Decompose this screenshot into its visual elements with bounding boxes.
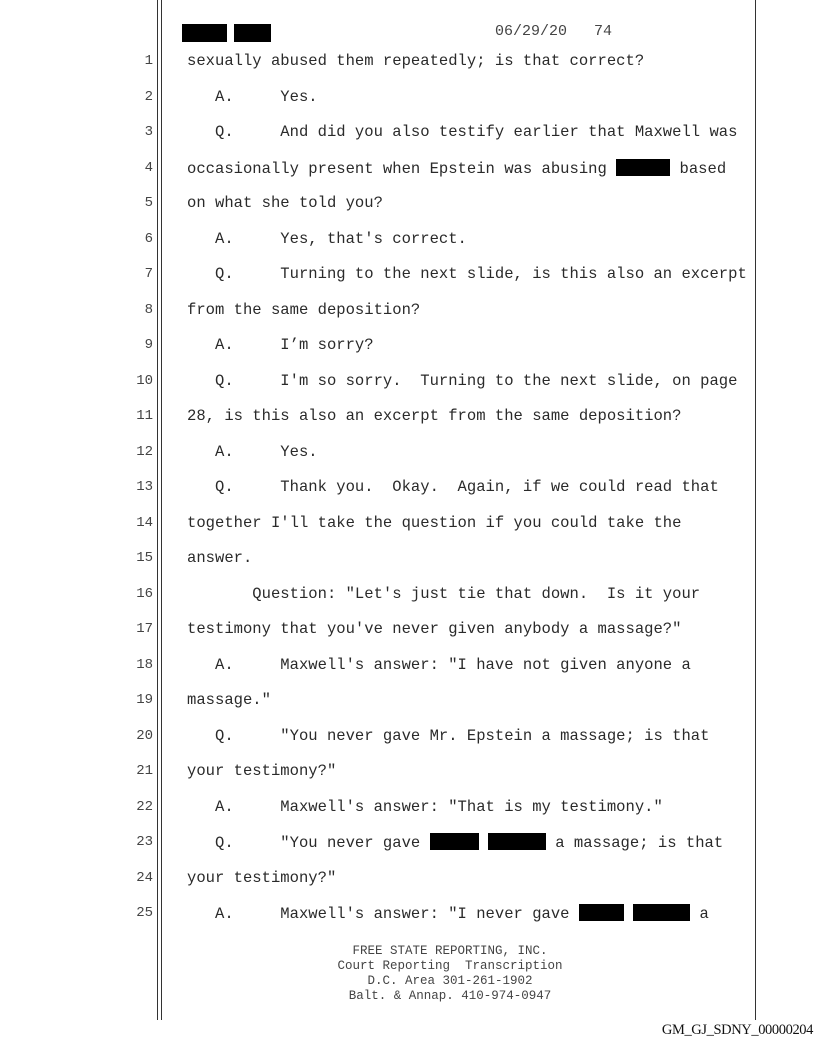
footer-company: FREE STATE REPORTING, INC. — [352, 944, 548, 958]
transcript-line — [187, 88, 318, 106]
line-text: Q. "You never gave — [187, 834, 430, 852]
line-text: based — [670, 159, 727, 178]
line-text — [624, 905, 633, 923]
line-number: 15 — [136, 550, 153, 566]
line-text — [479, 834, 488, 852]
transcript-line — [187, 194, 383, 212]
line-number: 20 — [136, 727, 153, 744]
line-text: A. Yes. — [187, 442, 318, 461]
transcript-line — [187, 691, 271, 709]
line-number: 3 — [144, 124, 153, 140]
line-text: massage." — [187, 691, 271, 709]
redaction-box — [488, 833, 546, 850]
line-number: 8 — [144, 301, 153, 318]
line-text: Q. And did you also testify earlier that Maxwell was — [187, 123, 738, 141]
header-date-page — [495, 23, 612, 40]
line-text: Q. Turning to the next slide, is this also an excerpt — [187, 265, 747, 283]
redaction-box — [234, 24, 271, 42]
line-number: 5 — [144, 195, 153, 211]
line-number: 6 — [144, 230, 153, 247]
redaction-box — [182, 24, 227, 42]
line-text: A. Maxwell's answer: "I have not given anyone a — [187, 655, 691, 674]
transcript-line — [187, 514, 681, 532]
line-text: Q. "You never gave Mr. Epstein a massage; is that — [187, 726, 710, 745]
transcript-line — [187, 904, 709, 923]
line-number: 1 — [144, 53, 153, 69]
line-text: answer. — [187, 549, 253, 567]
line-number: 14 — [136, 514, 153, 531]
redaction-box — [633, 904, 690, 921]
line-text: A. I’m sorry? — [187, 336, 374, 354]
transcript-line — [187, 265, 747, 283]
line-number: 17 — [136, 621, 153, 637]
header-page-number: 74 — [594, 23, 613, 40]
line-text: Q. I'm so sorry. Turning to the next slide, on page — [187, 371, 738, 390]
footer-phone-dc: D.C. Area 301-261-1902 — [367, 974, 533, 988]
line-number: 25 — [136, 905, 153, 921]
transcript-line — [187, 656, 691, 674]
line-number: 10 — [136, 372, 153, 389]
line-number: 9 — [144, 337, 153, 353]
line-text: a massage; is that — [545, 834, 724, 852]
transcript-line — [187, 620, 681, 638]
line-number: 24 — [136, 869, 153, 886]
transcript-line — [187, 230, 467, 248]
right-margin-rule — [755, 0, 756, 1020]
line-number: 7 — [144, 266, 153, 282]
line-text: your testimony?" — [187, 762, 337, 780]
line-text: Q. Thank you. Okay. Again, if we could read that — [187, 478, 719, 496]
header-date: 06/29/20 — [495, 23, 568, 40]
transcript-line — [187, 52, 644, 70]
transcript-line — [187, 798, 663, 816]
transcript-line — [187, 869, 336, 887]
line-number: 12 — [136, 443, 153, 460]
line-number: 19 — [136, 692, 153, 708]
footer-services: Court Reporting Transcription — [337, 959, 563, 973]
transcript-line — [187, 549, 252, 567]
redaction-box — [579, 904, 624, 921]
transcript-line — [187, 372, 737, 390]
line-text: A. Yes, that's correct. — [187, 229, 467, 248]
line-text: from the same deposition? — [187, 300, 421, 319]
line-number: 23 — [136, 834, 153, 850]
line-number: 13 — [136, 479, 153, 495]
line-text: A. Maxwell's answer: "I never gave — [187, 905, 579, 923]
transcript-line — [187, 336, 374, 354]
line-text: A. Yes. — [187, 87, 318, 106]
line-number: 22 — [136, 798, 153, 815]
redaction-box — [430, 833, 479, 850]
transcript-line — [187, 159, 726, 178]
footer-phone-balt: Balt. & Annap. 410-974-0947 — [348, 989, 552, 1003]
line-number: 4 — [144, 159, 153, 176]
line-text: testimony that you've never given anybody a massage?" — [187, 620, 682, 638]
line-text: your testimony?" — [187, 868, 337, 887]
line-text: on what she told you? — [187, 194, 383, 212]
transcript-line — [187, 727, 709, 745]
line-text: together I'll take the question if you could take the — [187, 513, 682, 532]
transcript-line — [187, 585, 700, 603]
redaction-box — [616, 159, 670, 176]
transcript-line — [187, 762, 336, 780]
transcript-line — [187, 407, 681, 425]
line-text: 28, is this also an excerpt from the same deposition? — [187, 407, 682, 425]
transcript-line — [187, 478, 719, 496]
transcript-line — [187, 301, 420, 319]
line-text: a — [690, 905, 709, 923]
left-margin-rule-outer — [157, 0, 158, 1020]
line-text: sexually abused them repeatedly; is that correct? — [187, 52, 645, 70]
reporter-footer — [250, 944, 650, 1004]
transcript-line — [187, 123, 737, 141]
left-margin-rule-inner — [161, 0, 162, 1020]
transcript-line — [187, 833, 723, 852]
line-text: occasionally present when Epstein was abusing — [187, 159, 617, 178]
line-number: 16 — [136, 585, 153, 602]
line-text: Question: "Let's just tie that down. Is it your — [187, 584, 701, 603]
bates-number: GM_GJ_SDNY_00000204 — [661, 1022, 813, 1038]
transcript-line — [187, 443, 318, 461]
line-number: 21 — [136, 763, 153, 779]
line-text: A. Maxwell's answer: "That is my testimony." — [187, 797, 663, 816]
line-number: 18 — [136, 656, 153, 673]
line-number: 2 — [144, 88, 153, 105]
line-number: 11 — [136, 408, 153, 424]
